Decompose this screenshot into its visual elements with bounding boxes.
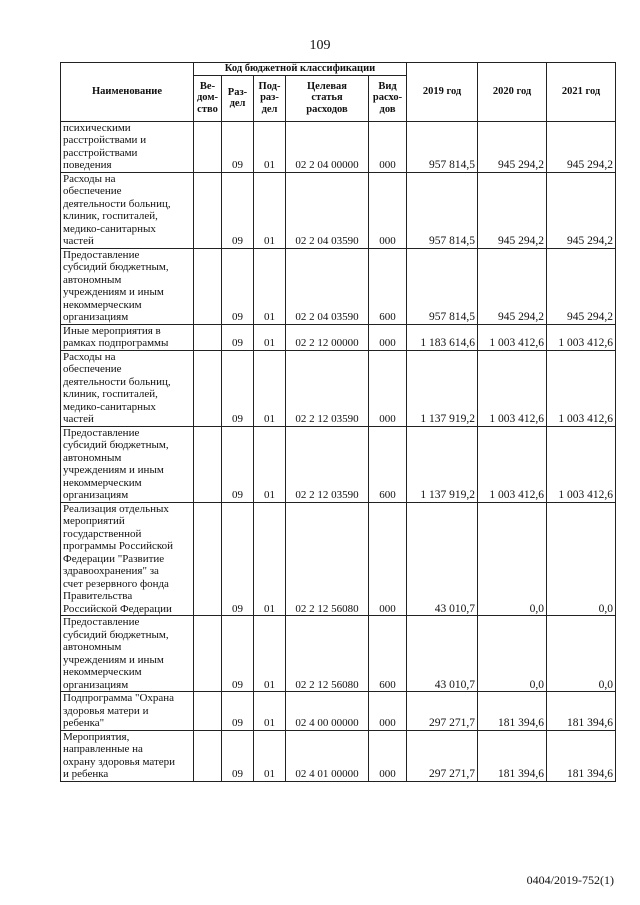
row-value-2019: 297 271,7 [407, 692, 478, 731]
table-row [61, 730, 616, 781]
row-name-line: программы Российской [63, 540, 174, 552]
row-value-2021: 945 294,2 [547, 121, 616, 172]
table-row [61, 692, 616, 731]
row-ved [194, 350, 222, 426]
row-value-2020: 0,0 [478, 502, 547, 616]
row-target: 02 2 12 56080 [286, 616, 369, 692]
row-podrazdel: 01 [254, 248, 286, 324]
row-name-line: направленные на [63, 743, 143, 755]
row-value-2020: 181 394,6 [478, 730, 547, 781]
row-name [61, 730, 194, 781]
row-value-2020: 0,0 [478, 616, 547, 692]
row-name-line: Подпрограмма "Охрана [63, 692, 175, 704]
row-name-line: деятельности больниц, [63, 197, 171, 210]
row-name-line: частей [63, 235, 94, 247]
row-name-line: Реализация отдельных [63, 502, 169, 515]
row-ved [194, 730, 222, 781]
row-name [61, 248, 194, 324]
row-razdel: 09 [222, 350, 254, 426]
header-name: Наименование [61, 63, 194, 122]
row-name-line: расстройствами [63, 146, 138, 159]
row-name-line: организациям [63, 678, 129, 691]
header-target: Целевая статья расходов [286, 75, 369, 121]
table-row [61, 616, 616, 692]
row-name-line: мероприятий [63, 515, 125, 527]
row-podrazdel: 01 [254, 426, 286, 502]
row-name-line: Предоставление [63, 426, 140, 439]
row-name-line: Расходы на [63, 172, 116, 185]
row-name-line: Предоставление [63, 248, 140, 261]
row-ved [194, 121, 222, 172]
row-value-2021: 1 003 412,6 [547, 426, 616, 502]
row-vid: 600 [369, 426, 407, 502]
row-name-line: Расходы на [63, 350, 116, 363]
row-name-line: поведения [63, 159, 112, 171]
row-name-line: Федерации "Развитие [63, 552, 165, 565]
row-podrazdel: 01 [254, 324, 286, 350]
header-code-group: Код бюджетной классификации [194, 63, 407, 76]
row-name-line: клиник, госпиталей, [63, 210, 158, 222]
row-value-2021: 945 294,2 [547, 248, 616, 324]
row-value-2019: 1 183 614,6 [407, 324, 478, 350]
row-name [61, 324, 194, 350]
row-name-line: Предоставление [63, 616, 140, 628]
header-2020: 2020 год [478, 63, 547, 122]
row-name-line: учреждениям и иным [63, 286, 164, 298]
row-value-2020: 1 003 412,6 [478, 324, 547, 350]
row-name [61, 121, 194, 172]
table-row [61, 172, 616, 248]
row-value-2021: 181 394,6 [547, 692, 616, 731]
row-name-line: Иные мероприятия в [63, 324, 161, 337]
row-name-line: медико-санитарных [63, 400, 156, 413]
table-row [61, 426, 616, 502]
row-razdel: 09 [222, 248, 254, 324]
row-name-line: охрану здоровья матери [63, 755, 176, 768]
row-target: 02 2 04 03590 [286, 172, 369, 248]
header-2021: 2021 год [547, 63, 616, 122]
row-vid: 000 [369, 121, 407, 172]
row-target: 02 2 12 03590 [286, 350, 369, 426]
row-ved [194, 502, 222, 616]
row-podrazdel: 01 [254, 121, 286, 172]
row-value-2019: 43 010,7 [407, 502, 478, 616]
table-row [61, 121, 616, 172]
row-razdel: 09 [222, 324, 254, 350]
row-value-2021: 1 003 412,6 [547, 350, 616, 426]
row-name-line: медико-санитарных [63, 222, 156, 235]
row-value-2021: 1 003 412,6 [547, 324, 616, 350]
row-podrazdel: 01 [254, 730, 286, 781]
row-vid: 000 [369, 502, 407, 616]
row-razdel: 09 [222, 730, 254, 781]
row-vid: 000 [369, 730, 407, 781]
row-name [61, 172, 194, 248]
row-name-line: некоммерческим [63, 666, 142, 678]
row-value-2020: 945 294,2 [478, 248, 547, 324]
row-value-2019: 43 010,7 [407, 616, 478, 692]
row-name [61, 692, 194, 731]
row-value-2021: 181 394,6 [547, 730, 616, 781]
row-vid: 000 [369, 692, 407, 731]
row-value-2019: 297 271,7 [407, 730, 478, 781]
row-name-line: здоровья матери и [63, 704, 149, 717]
row-name-line: счет резервного фонда [63, 577, 169, 590]
row-value-2021: 945 294,2 [547, 172, 616, 248]
row-name-line: здравоохранения" за [63, 565, 159, 577]
row-podrazdel: 01 [254, 692, 286, 731]
row-name-line: рамках подпрограммы [63, 337, 169, 349]
row-vid: 000 [369, 350, 407, 426]
row-name-line: психическими [63, 121, 131, 134]
row-name-line: автономным [63, 451, 122, 464]
row-value-2021: 0,0 [547, 616, 616, 692]
row-name [61, 502, 194, 616]
row-vid: 000 [369, 324, 407, 350]
row-target: 02 4 01 00000 [286, 730, 369, 781]
row-name-line: частей [63, 413, 94, 425]
row-name [61, 350, 194, 426]
row-razdel: 09 [222, 616, 254, 692]
table-body [61, 121, 616, 781]
row-value-2020: 1 003 412,6 [478, 350, 547, 426]
table-row [61, 324, 616, 350]
row-value-2020: 945 294,2 [478, 172, 547, 248]
row-razdel: 09 [222, 172, 254, 248]
row-name [61, 616, 194, 692]
table-row [61, 248, 616, 324]
row-ved [194, 616, 222, 692]
row-razdel: 09 [222, 502, 254, 616]
header-razdel: Раз- дел [222, 75, 254, 121]
row-value-2021: 0,0 [547, 502, 616, 616]
row-name-line: Российской Федерации [63, 602, 172, 615]
row-value-2020: 945 294,2 [478, 121, 547, 172]
row-value-2019: 957 814,5 [407, 172, 478, 248]
row-podrazdel: 01 [254, 350, 286, 426]
row-name [61, 426, 194, 502]
row-value-2020: 1 003 412,6 [478, 426, 547, 502]
row-name-line: организациям [63, 311, 129, 323]
row-name-line: субсидий бюджетным, [63, 261, 169, 273]
row-razdel: 09 [222, 121, 254, 172]
document-code: 0404/2019-752(1) [526, 873, 614, 887]
row-razdel: 09 [222, 692, 254, 731]
row-ved [194, 248, 222, 324]
row-vid: 600 [369, 248, 407, 324]
row-target: 02 2 04 00000 [286, 121, 369, 172]
row-name-line: деятельности больниц, [63, 375, 171, 388]
row-name-line: расстройствами и [63, 134, 147, 146]
row-name-line: Мероприятия, [63, 730, 130, 743]
row-ved [194, 172, 222, 248]
row-name-line: обеспечение [63, 185, 122, 197]
row-name-line: субсидий бюджетным, [63, 439, 169, 451]
row-name-line: некоммерческим [63, 476, 142, 489]
row-name-line: и ребенка [63, 768, 109, 780]
row-name-line: обеспечение [63, 363, 122, 375]
row-target: 02 2 12 03590 [286, 426, 369, 502]
row-podrazdel: 01 [254, 502, 286, 616]
row-name-line: Правительства [63, 590, 133, 602]
budget-table [60, 62, 616, 782]
row-name-line: организациям [63, 489, 129, 501]
header-2019: 2019 год [407, 63, 478, 122]
row-ved [194, 324, 222, 350]
row-ved [194, 692, 222, 731]
table-row [61, 502, 616, 616]
row-value-2019: 957 814,5 [407, 248, 478, 324]
header-vid: Вид расхо- дов [369, 75, 407, 121]
row-target: 02 2 12 56080 [286, 502, 369, 616]
row-value-2019: 1 137 919,2 [407, 426, 478, 502]
row-name-line: субсидий бюджетным, [63, 628, 169, 641]
row-name-line: государственной [63, 527, 142, 540]
row-vid: 000 [369, 172, 407, 248]
row-value-2019: 1 137 919,2 [407, 350, 478, 426]
row-ved [194, 426, 222, 502]
row-name-line: клиник, госпиталей, [63, 388, 158, 400]
row-vid: 600 [369, 616, 407, 692]
row-value-2020: 181 394,6 [478, 692, 547, 731]
row-target: 02 2 04 03590 [286, 248, 369, 324]
row-podrazdel: 01 [254, 616, 286, 692]
row-target: 02 2 12 00000 [286, 324, 369, 350]
row-target: 02 4 00 00000 [286, 692, 369, 731]
header-podrazdel: Под- раз- дел [254, 75, 286, 121]
row-name-line: автономным [63, 273, 122, 286]
row-name-line: учреждениям и иным [63, 464, 164, 476]
row-name-line: автономным [63, 641, 122, 653]
table-row [61, 350, 616, 426]
row-razdel: 09 [222, 426, 254, 502]
row-name-line: некоммерческим [63, 298, 142, 311]
page-number: 109 [309, 38, 331, 53]
header-ved: Ве- дом- ство [194, 75, 222, 121]
row-value-2019: 957 814,5 [407, 121, 478, 172]
row-podrazdel: 01 [254, 172, 286, 248]
row-name-line: ребенка" [63, 717, 105, 729]
row-name-line: учреждениям и иным [63, 653, 164, 666]
